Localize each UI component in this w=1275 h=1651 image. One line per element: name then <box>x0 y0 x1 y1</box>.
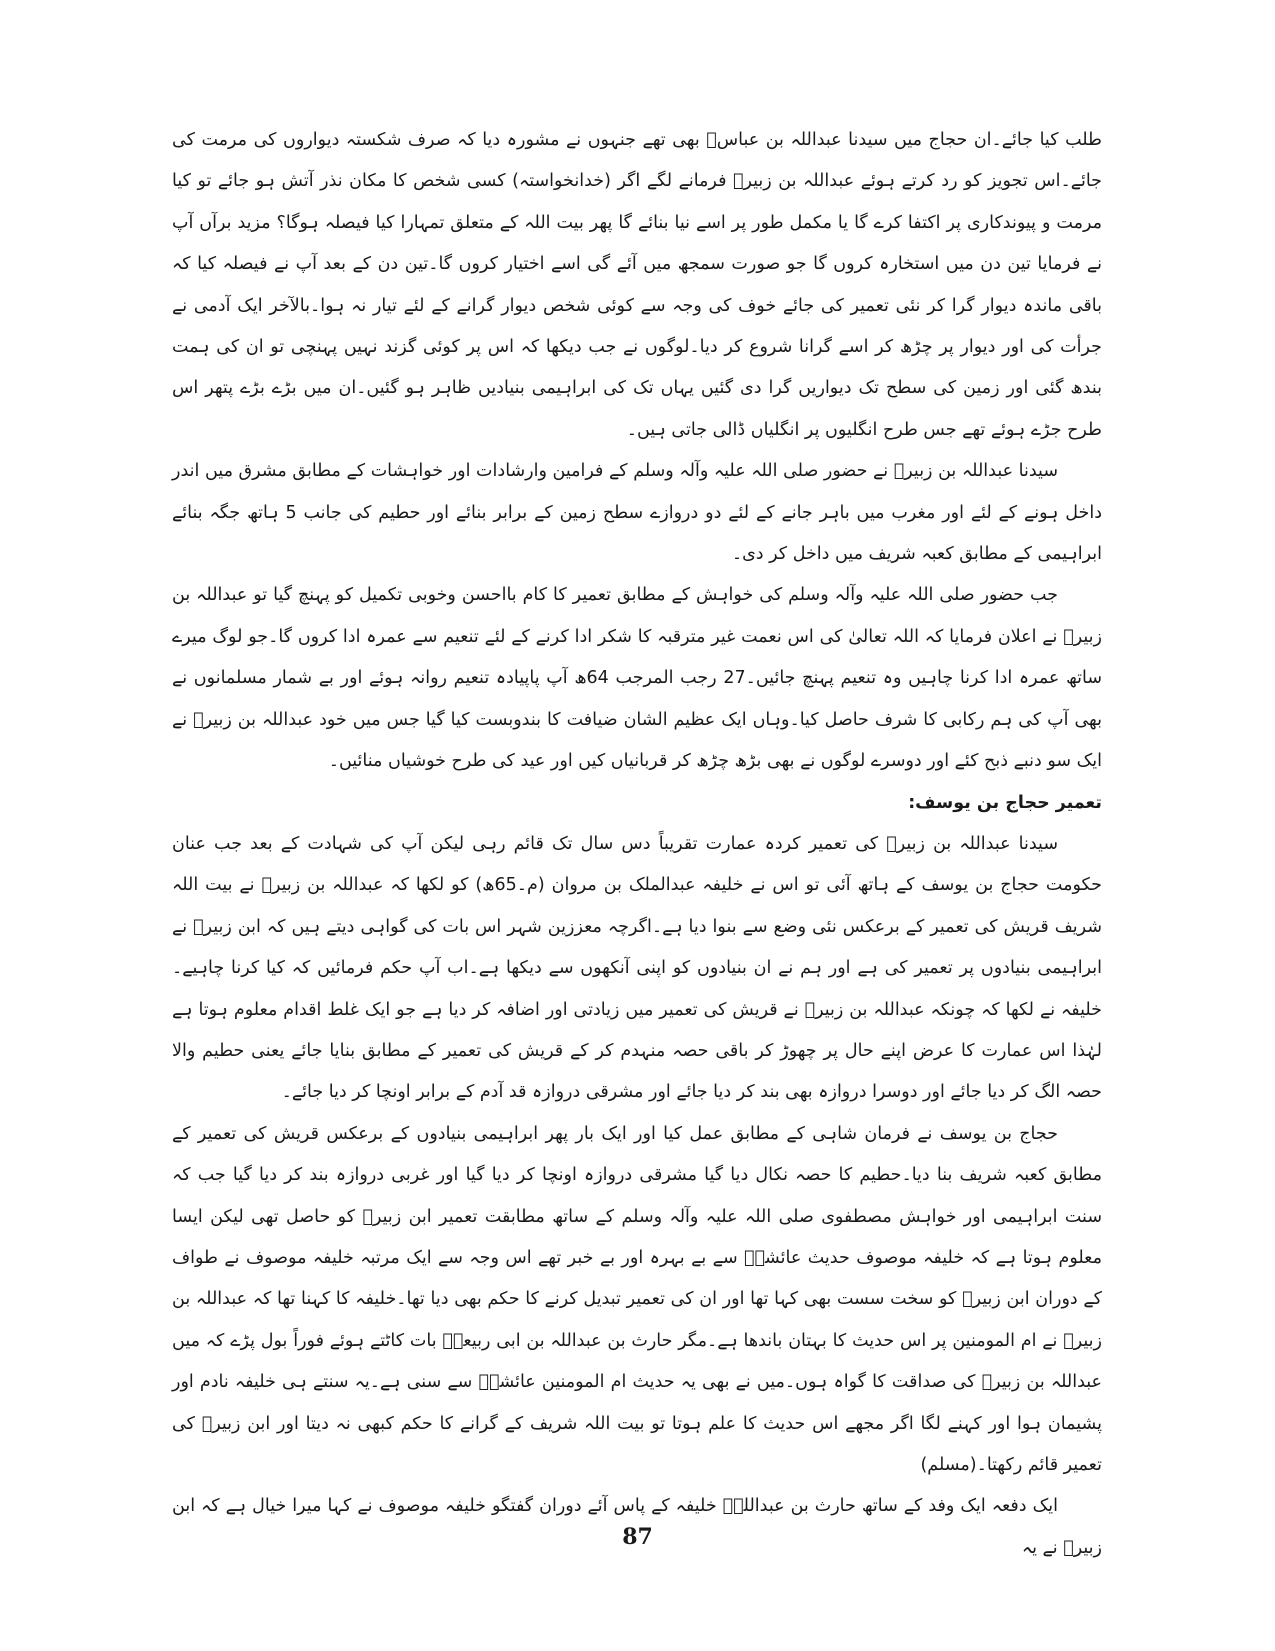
page-number: 87 <box>622 1524 653 1550</box>
paragraph-1: طلب کیا جائے۔ان حجاج میں سیدنا عبداللہ بن عباسؓ بھی تھے جنہوں نے مشورہ دیا کہ صرف شکستہ دیواروں کی مرمت کی جائے۔اس تجویز کو رد کرتے ہوئے عبداللہ بن زبیرؓ فرمانے لگے اگر (خدانخواستہ) کسی شخص کا مکان نذر آتش ہو جائے تو کیا مرمت و پیوندکاری پر اکتفا کرے گا یا مکمل طور پر اسے نیا بنائے گا پھر بیت اللہ کے متعلق تمہارا کیا فیصلہ ہوگا؟ مزید برآں آپ نے فرمایا تین دن میں استخارہ کروں گا جو صورت سمجھ میں آئے گی اسے اختیار کروں گا۔تین دن کے بعد آپ نے فیصلہ کیا کہ باقی ماندہ دیوار گرا کر نئی تعمیر کی جائے خوف کی وجہ سے کوئی شخص دیوار گرانے کے لئے تیار نہ ہوا۔بالآخر ایک آدمی نے جرأت کی اور دیوار پر چڑھ کر اسے گرانا شروع کر دیا۔لوگوں نے جب دیکھا کہ اس پر کوئی گزند نہیں پہنچی تو ان کی ہمت بندھ گئی اور زمین کی سطح تک دیواریں گرا دی گئیں یہاں تک کی ابراہیمی بنیادیں ظاہر ہو گئیں۔ان میں بڑے بڑے پتھر اس طرح جڑے ہوئے تھے جس طرح انگلیوں پر انگلیاں ڈالی جاتی ہیں۔ <box>172 130 1102 440</box>
paragraph-6: ایک دفعہ ایک وفد کے ساتھ حارث بن عبداللہؓ خلیفہ کے پاس آئے دوران گفتگو خلیفہ موصوف نے کہا میرا خیال ہے کہ ابن زبیرؓ نے یہ <box>172 1496 1102 1558</box>
body-text <box>172 120 1102 1569</box>
paragraph-5: حجاج بن یوسف نے فرمان شاہی کے مطابق عمل کیا اور ایک بار پھر ابراہیمی بنیادوں کے برعکس قریش کی تعمیر کے مطابق کعبہ شریف بنا دیا۔حطیم کا حصہ نکال دیا گیا مشرقی دروازہ اونچا کر دیا گیا اور غربی دروازہ بند کر دیا گیا جب کہ سنت ابراہیمی اور خواہش مصطفوی صلی اللہ علیہ وآلہ وسلم کے ساتھ مطابقت تعمیر ابن زبیرؓ کو حاصل تھی لیکن ایسا معلوم ہوتا ہے کہ خلیفہ موصوف حدیث عائشہؓ سے بے بہرہ اور بے خبر تھے اس وجہ سے ایک مرتبہ خلیفہ موصوف نے طواف کے دوران ابن زبیرؓ کو سخت سست بھی کہا تھا اور ان کی تعمیر تبدیل کرنے کا حکم بھی دیا تھا۔خلیفہ کا کہنا تھا کہ عبداللہ بن زبیرؓ نے ام المومنین پر اس حدیث کا بہتان باندھا ہے۔مگر حارث بن عبداللہ بن ابی ربیعہؓ بات کاٹتے ہوئے فوراً بول پڑے کہ میں عبداللہ بن زبیرؓ کی صداقت کا گواہ ہوں۔میں نے بھی یہ حدیث ام المومنین عائشہؓ سے سنی ہے۔یہ سنتے ہی خلیفہ نادم اور پشیمان ہوا اور کہنے لگا اگر مجھے اس حدیث کا علم ہوتا تو بیت اللہ شریف کے گرانے کا حکم کبھی نہ دیتا اور ابن زبیرؓ کی تعمیر قائم رکھتا۔(مسلم) <box>172 1123 1102 1475</box>
paragraph-3: جب حضور صلی اللہ علیہ وآلہ وسلم کی خواہش کے مطابق تعمیر کا کام بااحسن وخوبی تکمیل کو پہنچ گیا تو عبداللہ بن زبیرؓ نے اعلان فرمایا کہ اللہ تعالیٰ کی اس نعمت غیر مترقبہ کا شکر ادا کرنے کے لئے تنعیم سے عمرہ ادا کروں گا۔جو لوگ میرے ساتھ عمرہ ادا کرنا چاہیں وہ تنعیم پہنچ جائیں۔27 رجب المرجب 64ھ آپ پاپیادہ تنعیم روانہ ہوئے اور بے شمار مسلمانوں نے بھی آپ کی ہم رکابی کا شرف حاصل کیا۔وہاں ایک عظیم الشان ضیافت کا بندوبست کیا گیا جس میں خود عبداللہ بن زبیرؓ نے ایک سو دنبے ذبح کئے اور دوسرے لوگوں نے بھی بڑھ چڑھ کر قربانیاں کیں اور عید کی طرح خوشیاں منائیں۔ <box>172 585 1102 772</box>
section-heading: تعمیر حجاج بن یوسف: <box>908 792 1102 813</box>
paragraph-4: سیدنا عبداللہ بن زبیرؓ کی تعمیر کردہ عمارت تقریباً دس سال تک قائم رہی لیکن آپ کی شہادت کے بعد جب عنان حکومت حجاج بن یوسف کے ہاتھ آئی تو اس نے خلیفہ عبدالملک بن مروان (م۔65ھ) کو لکھا کہ عبداللہ بن زبیرؓ نے بیت اللہ شریف قریش کی تعمیر کے برعکس نئی وضع سے بنوا دیا ہے۔اگرچہ معززین شہر اس بات کی گواہی دیتے ہیں کہ ابن زبیرؓ نے ابراہیمی بنیادوں پر تعمیر کی ہے اور ہم نے ان بنیادوں کو اپنی آنکھوں سے دیکھا ہے۔اب آپ حکم فرمائیں کہ کیا کرنا چاہیے۔خلیفہ نے لکھا کہ چونکہ عبداللہ بن زبیرؓ نے قریش کی تعمیر میں زیادتی اور اضافہ کر دیا ہے جو ایک غلط اقدام معلوم ہوتا ہے لہٰذا اس عمارت کا عرض اپنے حال پر چھوڑ کر باقی حصہ منہدم کر کے قریش کی تعمیر کے مطابق بنایا جائے یعنی حطیم والا حصہ الگ کر دیا جائے اور دوسرا دروازہ بھی بند کر دیا جائے اور مشرقی دروازہ قد آدم کے برابر اونچا کر دیا جائے۔ <box>172 833 1102 1103</box>
paragraph-2: سیدنا عبداللہ بن زبیرؓ نے حضور صلی اللہ علیہ وآلہ وسلم کے فرامین وارشادات اور خواہشات کے مطابق مشرق میں اندر داخل ہونے کے لئے اور مغرب میں باہر جانے کے لئے دو دروازے سطح زمین کے برابر بنائے اور حطیم کی جانب 5 ہاتھ جگہ بنائے ابراہیمی کے مطابق کعبہ شریف میں داخل کر دی۔ <box>172 461 1102 565</box>
